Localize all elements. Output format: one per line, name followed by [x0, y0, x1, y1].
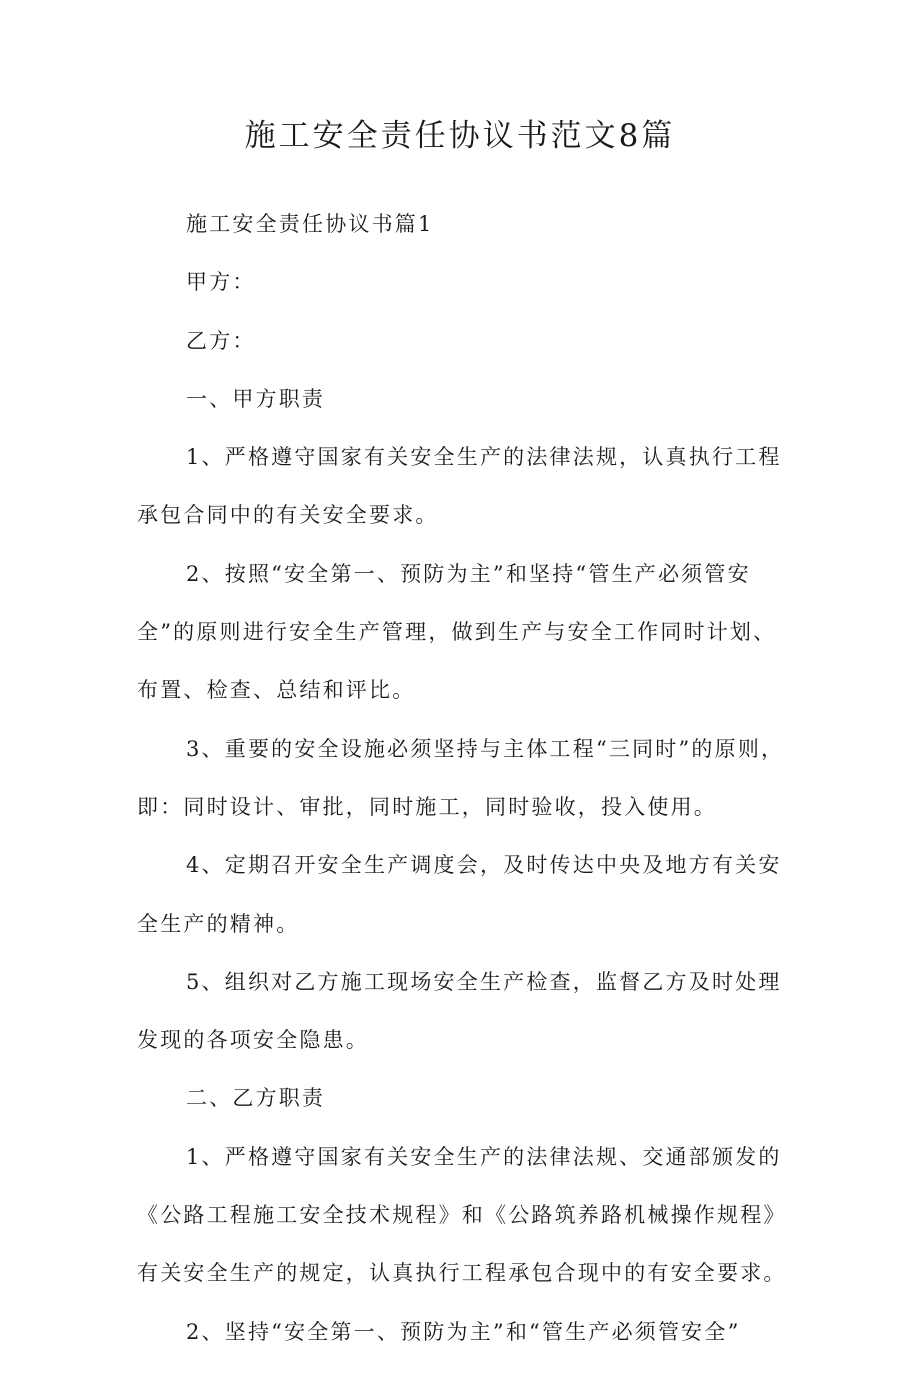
paragraph-line: 即：同时设计、审批，同时施工，同时验收，投入使用。: [137, 794, 717, 819]
party-a-label: 甲方：: [186, 270, 256, 295]
party-b-label: 乙方：: [186, 328, 256, 353]
document-body: [137, 209, 797, 1375]
paragraph-line: 1、严格遵守国家有关安全生产的法律法规，认真执行工程: [186, 445, 782, 470]
paragraph-line: 布置、检查、总结和评比。: [137, 678, 416, 703]
subsection-heading: 一、甲方职责: [186, 386, 326, 411]
paragraph-line: 1、严格遵守国家有关安全生产的法律法规、交通部颁发的: [186, 1144, 782, 1169]
paragraph-line: 2、按照“安全第一、预防为主”和坚持“管生产必须管安: [186, 561, 751, 586]
paragraph-line: 5、组织对乙方施工现场安全生产检查，监督乙方及时处理: [186, 969, 782, 994]
paragraph-line: 发现的各项安全隐患。: [137, 1028, 369, 1053]
paragraph-line: 有关安全生产的规定，认真执行工程承包合现中的有安全要求。: [137, 1261, 787, 1286]
paragraph-line: 全生产的精神。: [137, 911, 300, 936]
paragraph-line: 《公路工程施工安全技术规程》和《公路筑养路机械操作规程》: [137, 1203, 787, 1228]
paragraph-line: 承包合同中的有关安全要求。: [137, 503, 439, 528]
paragraph-line: 4、定期召开安全生产调度会，及时传达中央及地方有关安: [186, 853, 782, 878]
paragraph-line: 3、重要的安全设施必须坚持与主体工程“三同时”的原则，: [186, 736, 785, 761]
paragraph-line: 2、坚持“安全第一、预防为主”和“管生产必须管安全”: [186, 1319, 741, 1344]
section-heading: 施工安全责任协议书篇1: [186, 212, 434, 236]
document-title: 施工安全责任协议书范文8篇: [244, 118, 676, 154]
paragraph-line: 全”的原则进行安全生产管理，做到生产与安全工作同时计划、: [137, 620, 777, 645]
subsection-heading: 二、乙方职责: [186, 1086, 326, 1111]
